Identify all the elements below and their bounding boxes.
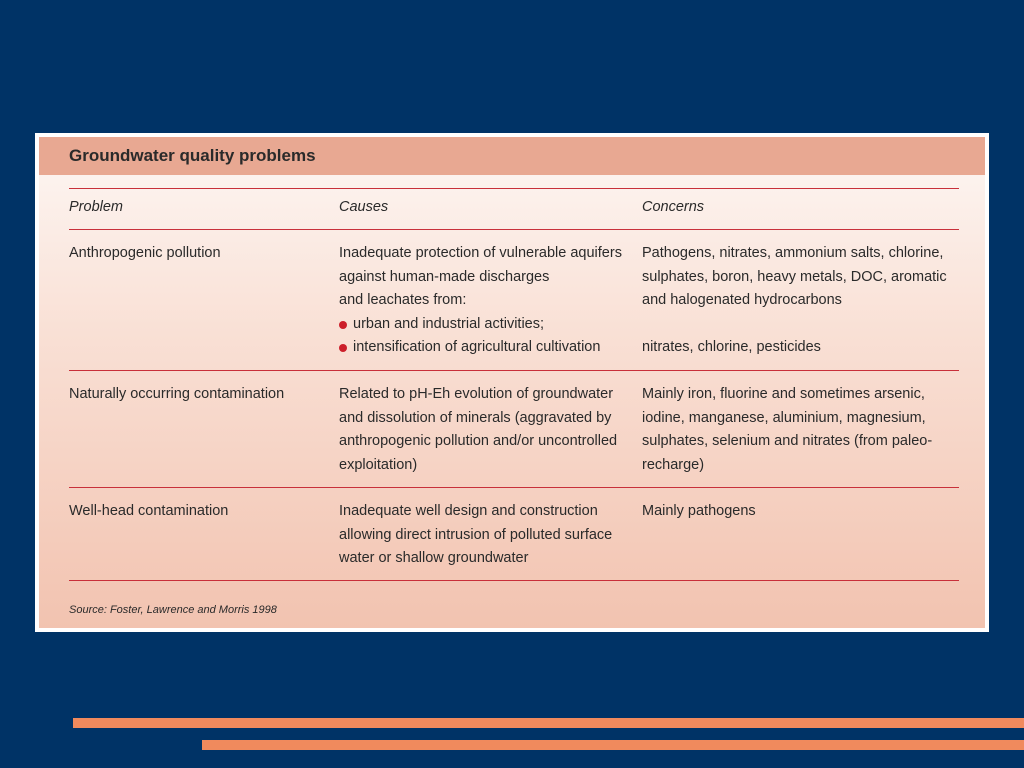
cause-line: and dissolution of minerals (aggravated by <box>339 409 612 426</box>
title-bar <box>39 137 985 175</box>
rule-row1 <box>69 370 959 371</box>
cause-line: exploitation) <box>339 456 418 473</box>
rule-bottom <box>69 580 959 581</box>
table-panel <box>39 137 985 628</box>
row2-causes <box>339 383 617 477</box>
bullet-icon <box>339 344 347 352</box>
table-card <box>35 133 989 632</box>
cause-bullet-item <box>339 336 622 360</box>
row1-concerns <box>642 242 947 360</box>
cause-line: Inadequate protection of vulnerable aquifers <box>339 245 622 261</box>
cause-line: and leachates from: <box>339 292 467 308</box>
cause-line: Related to pH-Eh evolution of groundwater <box>339 386 614 402</box>
concern-line <box>642 313 947 337</box>
concern-line: sulphates, selenium and nitrates (from paleo- <box>642 433 933 449</box>
row3-concerns <box>642 500 756 524</box>
concern-line: sulphates, boron, heavy metals, DOC, aromatic <box>642 268 947 285</box>
header-causes: Causes <box>339 199 389 215</box>
concern-line: Mainly iron, fluorine and sometimes arsenic, <box>642 386 925 402</box>
source-note: Source: Foster, Lawrence and Morris 1998 <box>69 604 277 616</box>
row1-causes <box>339 242 622 360</box>
concern-line: nitrates, chlorine, pesticides <box>642 339 821 355</box>
rule-row2 <box>69 487 959 488</box>
rule-header <box>69 229 959 230</box>
cause-line: Inadequate well design and construction <box>339 503 598 519</box>
row1-problem: Anthropogenic pollution <box>69 245 221 261</box>
cause-bullet-item <box>339 313 622 337</box>
cause-line: anthropogenic pollution and/or uncontrolled <box>339 433 618 449</box>
cause-bullet-text: urban and industrial activities; <box>353 315 545 332</box>
header-problem: Problem <box>69 199 123 215</box>
accent-stripe-lower <box>202 740 1024 750</box>
row2-problem: Naturally occurring contamination <box>69 386 285 402</box>
header-concerns: Concerns <box>642 199 705 215</box>
cause-line: against human-made discharges <box>339 268 550 285</box>
cause-bullet-text: intensification of agricultural cultivation <box>353 339 601 355</box>
concern-line: recharge) <box>642 456 705 473</box>
row3-problem: Well-head contamination <box>69 503 229 519</box>
concern-line: Pathogens, nitrates, ammonium salts, chlorine, <box>642 245 944 261</box>
rule-top <box>69 188 959 189</box>
cause-line: allowing direct intrusion of polluted surface <box>339 526 613 543</box>
row2-concerns <box>642 383 932 477</box>
concern-line: and halogenated hydrocarbons <box>642 292 842 308</box>
concern-line: iodine, manganese, aluminium, magnesium, <box>642 409 926 426</box>
table-title: Groundwater quality problems <box>69 146 316 165</box>
accent-stripe-upper <box>73 718 1024 728</box>
row3-causes <box>339 500 612 571</box>
concern-line: Mainly pathogens <box>642 503 756 519</box>
bullet-icon <box>339 321 347 329</box>
cause-line: water or shallow groundwater <box>339 550 529 566</box>
